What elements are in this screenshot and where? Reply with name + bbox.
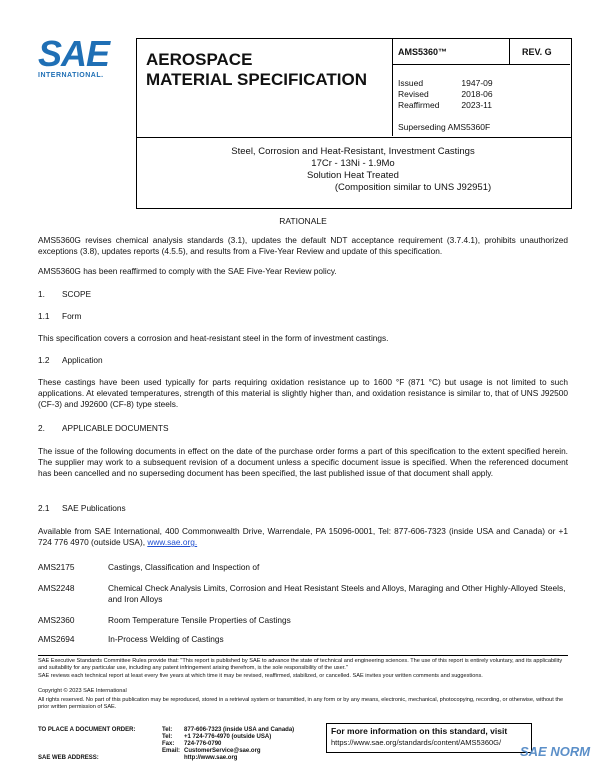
tel-value: +1 724-776-4970 (outside USA) (184, 734, 272, 740)
section-title: APPLICABLE DOCUMENTS (62, 423, 169, 433)
title-line-2: MATERIAL SPECIFICATION (146, 70, 367, 89)
more-info-text: For more information on this standard, visit (331, 726, 508, 736)
rationale-paragraph: AMS5360G revises chemical analysis standards (3.1), updates the default NDT acceptance requirement (3.7.4.1), prohibits unauthorized exceptions (3.8), updates reports (4.5.5), and results from a Five-Year Review and update of this specification. (38, 235, 568, 256)
divider (392, 38, 393, 136)
section-title: Application (62, 355, 103, 365)
date-value: 2018-06 (461, 89, 493, 99)
order-contact-table (38, 727, 298, 762)
document-type-title (146, 50, 367, 90)
rationale-paragraph: AMS5360G has been reaffirmed to comply with the SAE Five-Year Review policy. (38, 266, 337, 276)
section-paragraph (38, 526, 568, 548)
more-info-link[interactable]: https://www.sae.org/standards/content/AMS5360G/ (331, 738, 502, 747)
reference-title: In-Process Welding of Castings (108, 634, 224, 644)
section-title: SAE Publications (62, 503, 126, 513)
date-label: Issued (398, 78, 424, 88)
fax-value: 724-776-0790 (184, 741, 222, 747)
section-paragraph: The issue of the following documents in effect on the date of the purchase order forms a part of this specification to the extent specified herein. The supplier may work to a subsequent revision of a document unless a specific document issue is specified. When the referenced document has been cancelled and no superseding document has been specified, the last published issue of that document shall apply. (38, 446, 568, 478)
web-label: SAE WEB ADDRESS: (38, 755, 99, 761)
divider (509, 38, 510, 64)
section-number: 2. (38, 423, 45, 433)
footer-copyright: Copyright © 2023 SAE International (38, 688, 127, 694)
footer-rights-text: All rights reserved. No part of this publication may be reproduced, stored in a retrieval system or transmitted, in any form or by any means, electronic, mechanical, photocopying, recording, or otherwise, without the prior written permission of SAE. (38, 697, 564, 710)
web-value[interactable]: http://www.sae.org (184, 755, 238, 761)
section-number: 2.1 (38, 503, 50, 513)
reference-item (38, 562, 568, 574)
footer-review-text: SAE reviews each technical report at least every five years at which time it may be revised, reaffirmed, stabilized, or cancelled. SAE invites your written comments and suggestions. (38, 673, 483, 679)
logo-subtitle: INTERNATIONAL. (38, 72, 104, 79)
section-number: 1.1 (38, 311, 50, 321)
section-heading (38, 503, 126, 513)
reference-code: AMS2694 (38, 634, 75, 644)
date-table (398, 78, 493, 111)
email-value[interactable]: CustomerService@sae.org (184, 748, 261, 754)
title-line: Solution Heat Treated (307, 170, 399, 181)
date-value: 1947-09 (461, 78, 493, 88)
footer-divider (38, 655, 568, 656)
reference-title: Chemical Check Analysis Limits, Corrosion and Heat Resistant Steels and Alloys, Maraging and Other Highly-Alloyed Steels, and Iron Alloys (108, 583, 566, 604)
footer-rules-text: SAE Executive Standards Committee Rules provide that: "This report is published by SAE to advance the state of technical and engineering sciences. The use of this report is entirely voluntary, and its applicability and suitability for any particular use, including any patent infringement arising therefrom, is the sole responsibility of the user." (38, 658, 563, 671)
reference-item (38, 634, 568, 646)
order-label: TO PLACE A DOCUMENT ORDER: (38, 727, 136, 733)
sae-website-link[interactable]: www.sae.org. (147, 537, 198, 547)
divider (392, 64, 570, 65)
date-row (398, 78, 493, 89)
document-number: AMS5360™ (398, 47, 448, 57)
title-line: 17Cr - 13Ni - 1.9Mo (311, 158, 395, 169)
title-line-1: AEROSPACE (146, 50, 253, 69)
revision-label: REV. G (522, 47, 552, 57)
section-number: 1.2 (38, 355, 50, 365)
tel-value: 877-606-7323 (inside USA and Canada) (184, 727, 295, 733)
title-line: (Composition similar to UNS J92951) (334, 182, 492, 193)
more-info-box (326, 723, 532, 753)
section-heading (38, 423, 169, 433)
section-paragraph: This specification covers a corrosion and heat-resistant steel in the form of investment castings. (38, 333, 389, 343)
section-paragraph: These castings have been used typically for parts requiring oxidation resistance up to 1600 °F (871 °C) but usage is not limited to such applications. At elevated temperatures, strength of this material is slightly higher than, and oxidation resistance is similar to, that of UNS J92500 (CF-3) and J92600 (CF-8) type steels. (38, 377, 568, 409)
date-value: 2023-11 (461, 100, 492, 110)
tel-label: Tel: (162, 727, 173, 733)
section-number: 1. (38, 289, 45, 299)
fax-label: Fax: (162, 741, 175, 747)
date-row (398, 89, 493, 100)
section-heading (38, 355, 103, 365)
reference-code: AMS2175 (38, 562, 75, 572)
section-heading (38, 289, 91, 299)
reference-title: Room Temperature Tensile Properties of Castings (108, 615, 291, 625)
reference-item (38, 615, 568, 627)
email-label: Email: (162, 748, 181, 754)
rationale-heading: RATIONALE (279, 216, 327, 226)
sae-logo (38, 33, 128, 79)
section-title: SCOPE (62, 289, 92, 299)
date-label: Reaffirmed (398, 100, 440, 110)
document-title (136, 146, 570, 194)
tel-label: Tel: (162, 734, 173, 740)
title-line: Steel, Corrosion and Heat-Resistant, Investment Castings (231, 146, 475, 157)
logo-brand: SAE (38, 33, 110, 74)
reference-title: Castings, Classification and Inspection of (108, 562, 260, 572)
superseding-note: Superseding AMS5360F (398, 122, 491, 132)
section-title: Form (62, 311, 82, 321)
date-label: Revised (398, 89, 429, 99)
reference-code: AMS2360 (38, 615, 75, 625)
reference-code: AMS2248 (38, 583, 75, 593)
watermark-logo: SAE NORM (520, 744, 591, 759)
date-row (398, 100, 493, 111)
section-heading (38, 311, 81, 321)
paragraph-text: Available from SAE International, 400 Commonwealth Drive, Warrendale, PA 15096-0001, Tel: 877-606-7323 (inside USA and Canada) or +1 724 776 4970 (outside USA), (38, 526, 568, 547)
reference-item (38, 583, 568, 607)
